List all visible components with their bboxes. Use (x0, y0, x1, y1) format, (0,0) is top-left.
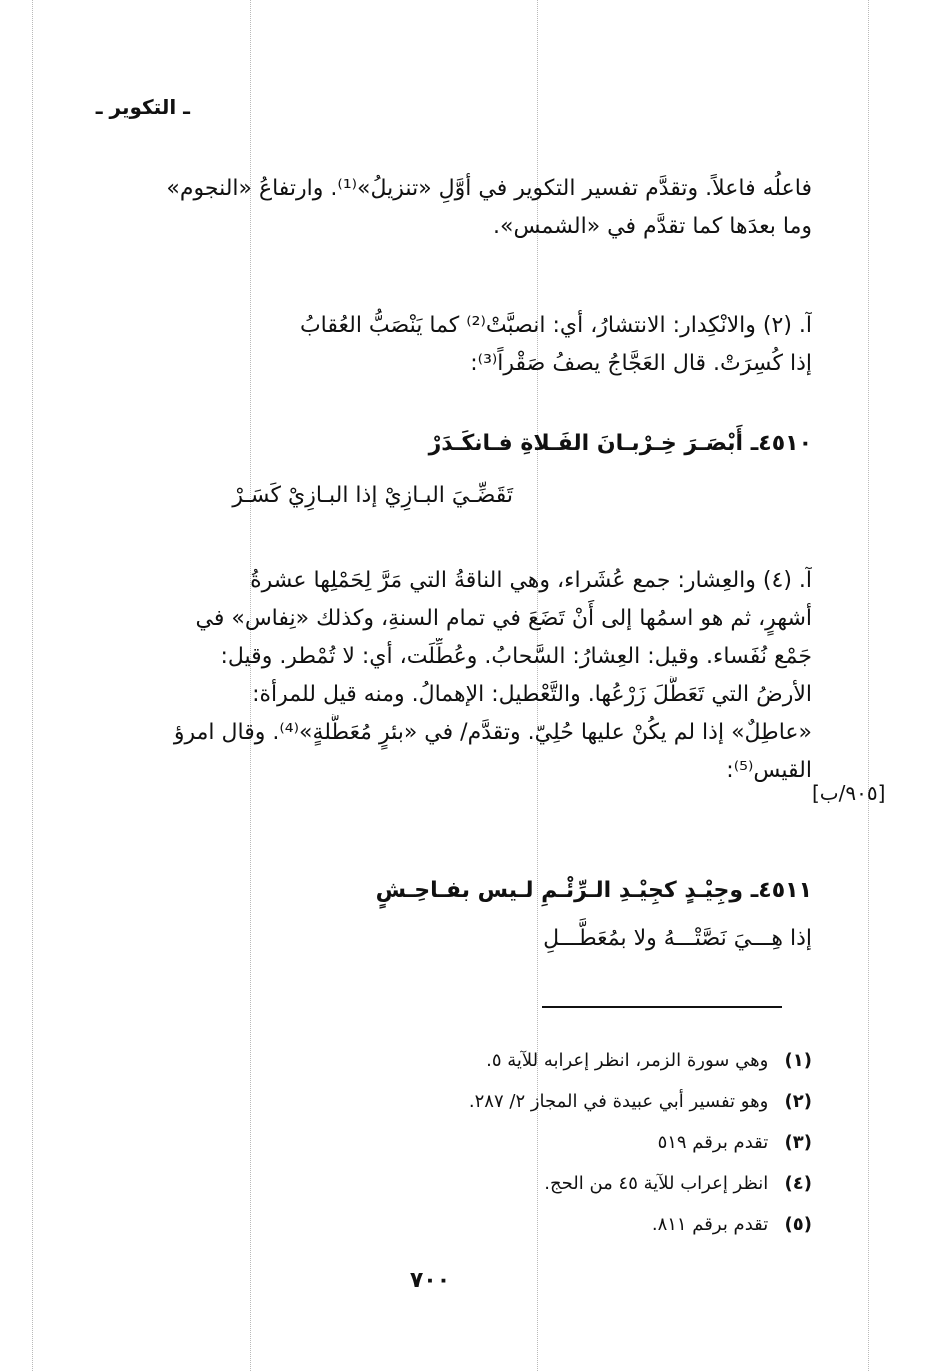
text-line: «عاطِلٌ» إذا لم يكُنْ عليها حُلِيّ. وتقدَّم/ في «بئرٍ مُعَطَّلةٍ»⁽⁴⁾. وقال امرؤ (173, 720, 812, 745)
footnote-item (292, 1163, 812, 1204)
footnotes (292, 1040, 812, 1245)
footnote-text: انظر إعراب للآية ٤٥ من الحج. (544, 1173, 769, 1194)
footnote-separator (542, 1006, 782, 1008)
text-line: وما بعدَها كما تقدَّم في «الشمس». (493, 214, 812, 239)
scan-guide-line (32, 0, 33, 1371)
text-line: إذا كُسِرَتْ. قال العَجَّاجُ يصفُ صَقْراً⁽³⁾: (470, 351, 812, 376)
paragraph-verse-2 (107, 307, 812, 383)
manuscript-folio-marker: [٩٠٥/ب] (812, 781, 886, 805)
footnote-number: (٣) (784, 1132, 812, 1153)
text-line: آ. (٤) والعِشار: جمع عُشَراء، وهي الناقةُ التي مَرَّ لِحَمْلِها عشرةُ (250, 568, 812, 593)
footnote-number: (١) (784, 1050, 812, 1071)
footnote-text: وهي سورة الزمر، انظر إعرابه للآية ٥. (486, 1050, 769, 1071)
footnote-text: تقدم برقم ٨١١. (651, 1214, 769, 1235)
text-line: آ. (٢) والانْكِدار: الانتشارُ، أي: انصبَّتْ⁽²⁾ كما يَنْصَبُّ العُقابُ (299, 313, 812, 338)
paragraph-intro (107, 170, 812, 246)
footnote-item (292, 1204, 812, 1245)
footnote-item (292, 1040, 812, 1081)
footnote-text: وهو تفسير أبي عبيدة في المجاز ٢/ ٢٨٧. (468, 1091, 769, 1112)
scan-guide-line (868, 0, 869, 1371)
text-line: الأرضُ التي تَعَطَّلَ زَرْعُها. والتَّعْطيل: الإهمالُ. ومنه قيل للمرأة: (252, 682, 812, 707)
poetry-verse-4511-first-half: ٤٥١١ـ وجِيْـدٍ كجِيْـدِ الـرِّئْـمِ لـيس بفـاحِـشٍ (375, 878, 812, 903)
page-number: ٧٠٠ (409, 1268, 451, 1293)
footnote-item (292, 1122, 812, 1163)
text-line: جَمْع نُفَساء. وقيل: العِشارُ: السَّحابُ. وعُطِّلَت، أي: لا تُمْطر. وقيل: (220, 644, 812, 669)
running-header: ـ التكوير ـ (95, 95, 190, 119)
text-line: القيس⁽⁵⁾: (726, 758, 812, 783)
text-line: فاعلُه فاعلاً. وتقدَّم تفسير التكوير في أوَّلِ «تنزيلُ»⁽¹⁾. وارتفاعُ «النجوم» (166, 176, 812, 201)
paragraph-verse-4 (107, 562, 812, 790)
poetry-verse-4510-first-half: ٤٥١٠ـ أَبْصَـرَ خِـرْبـانَ الفَـلاةِ فـانكَـدَرْ (428, 431, 812, 456)
footnote-number: (٢) (784, 1091, 812, 1112)
text-line: أشهرٍ، ثم هو اسمُها إلى أَنْ تَضَعَ في تمام السنةِ، وكذلك «نِفاس» في (195, 606, 812, 631)
footnote-item (292, 1081, 812, 1122)
footnote-number: (٥) (784, 1214, 812, 1235)
footnote-number: (٤) (784, 1173, 812, 1194)
poetry-verse-4510-second-half: تَقَضِّـيَ البـازِيْ إذا البـازِيْ كَسَـرْ (232, 483, 513, 508)
footnote-text: تقدم برقم ٥١٩ (657, 1132, 769, 1153)
poetry-verse-4511-second-half: إذا هِـــيَ نَصَّتْـــهُ ولا بمُعَطَّـــلِ (543, 926, 812, 951)
